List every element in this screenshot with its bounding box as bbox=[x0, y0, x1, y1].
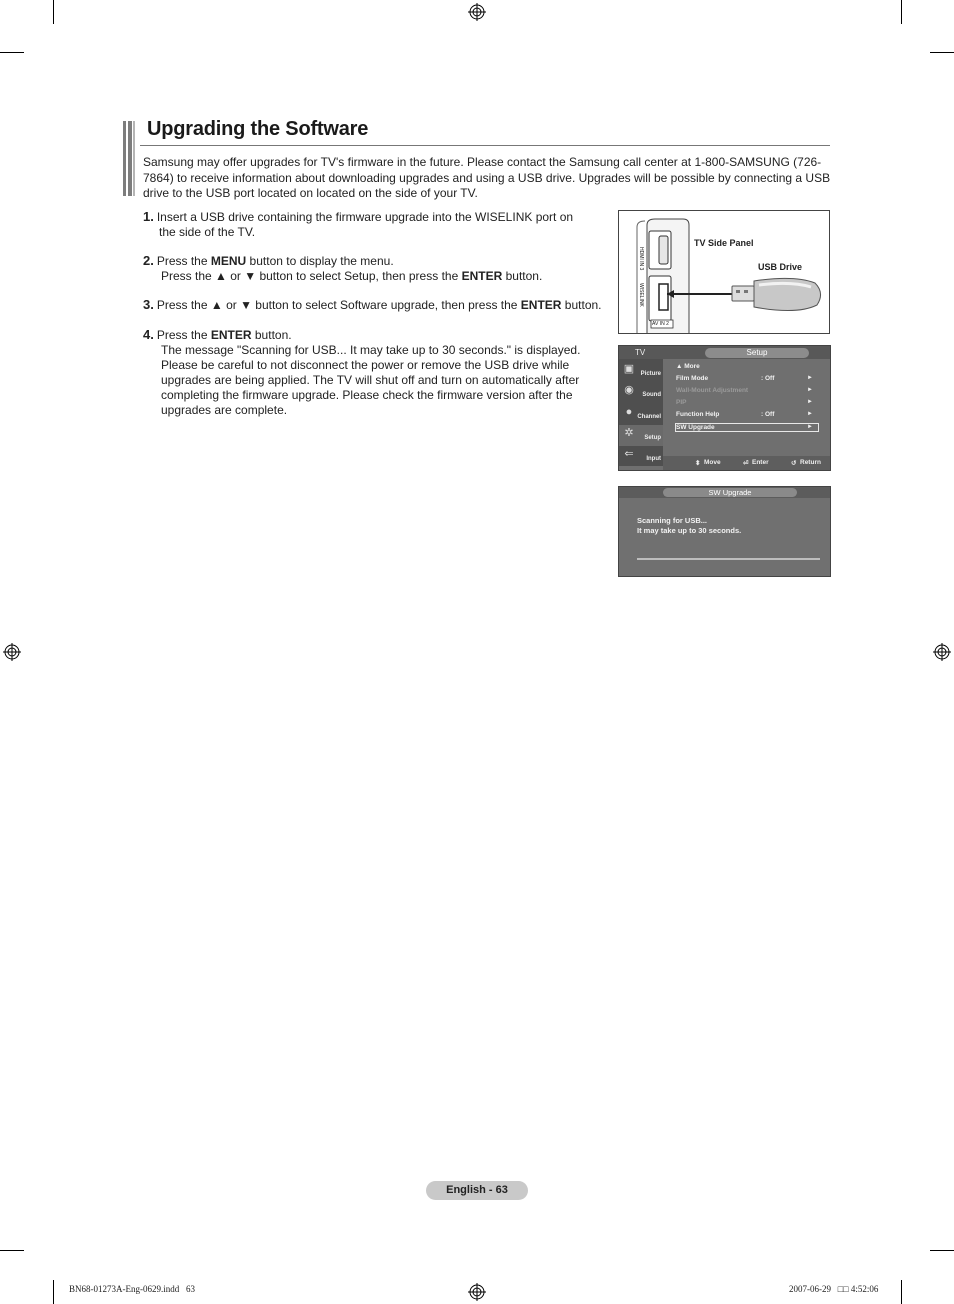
title-rule bbox=[140, 145, 830, 146]
menu-item-value: : Off bbox=[761, 411, 775, 418]
registration-mark-icon bbox=[468, 1283, 486, 1301]
picture-icon: ▣ bbox=[623, 363, 635, 375]
sidebar-label: Channel bbox=[637, 414, 661, 420]
right-arrow-icon: ► bbox=[807, 387, 813, 393]
step-keyword: ENTER bbox=[210, 328, 252, 342]
intro-paragraph: Samsung may offer upgrades for TV's firmware in the future. Please contact the Samsung call center at 1-800-SAMSUNG (726-7864) to receive information about downloading upgrades and using a USB drive. Upgrades will be possible by connecting a USB drive to the USB port located on located on the side of your TV. bbox=[143, 155, 831, 200]
step-text: upgrades are complete. bbox=[161, 403, 288, 417]
scan-header-title: SW Upgrade bbox=[663, 488, 797, 497]
step-text: button. bbox=[561, 298, 602, 312]
sidebar-label: Input bbox=[646, 456, 661, 462]
step-text: Insert a USB drive containing the firmware upgrade into the WISELINK port on bbox=[156, 210, 574, 224]
title-decoration bbox=[123, 121, 135, 196]
crop-mark bbox=[930, 52, 954, 53]
setup-menu-figure bbox=[618, 345, 831, 471]
step-number: 2. bbox=[143, 253, 154, 268]
menu-item-function-help: Function Help bbox=[676, 411, 720, 418]
right-arrow-icon: ► bbox=[807, 399, 813, 405]
step-keyword: ENTER bbox=[520, 298, 562, 312]
scan-message-line: It may take up to 30 seconds. bbox=[637, 526, 742, 535]
crop-mark bbox=[930, 1250, 954, 1251]
sidebar-item-sound bbox=[619, 382, 663, 403]
step-text: completing the firmware upgrade. Please check the firmware version after the bbox=[161, 388, 573, 402]
tv-side-panel-figure bbox=[618, 210, 830, 334]
menu-item-film-mode: Film Mode bbox=[676, 375, 709, 382]
move-icon: ⬍ bbox=[695, 460, 701, 467]
crop-mark bbox=[53, 1280, 54, 1304]
sidebar-label: Picture bbox=[640, 371, 661, 377]
menu-header-title: Setup bbox=[705, 348, 809, 358]
print-file-info: BN68-01273A-Eng-0629.indd 63 bbox=[69, 1284, 195, 1294]
menu-item-more: ▲ More bbox=[676, 363, 700, 370]
input-icon: ⇐ bbox=[624, 448, 634, 460]
step-line bbox=[143, 269, 613, 284]
print-date-info: 2007-06-29 □□ 4:52:06 bbox=[789, 1284, 879, 1294]
return-icon: ↺ bbox=[791, 460, 797, 467]
sidebar-item-picture bbox=[619, 361, 663, 382]
step-number: 3. bbox=[143, 297, 154, 312]
channel-icon: ● bbox=[625, 406, 633, 418]
step-text: Press the ▲ or ▼ button to select Software upgrade, then press the bbox=[156, 298, 521, 312]
menu-item-pip: PIP bbox=[676, 399, 687, 406]
step-text: Press the bbox=[156, 254, 211, 268]
crop-mark bbox=[901, 0, 902, 24]
step-keyword: ENTER bbox=[461, 269, 503, 283]
right-arrow-icon: ► bbox=[807, 375, 813, 381]
port-label: AV IN 2 bbox=[652, 321, 669, 327]
step-number: 1. bbox=[143, 209, 154, 224]
step-text: Press the ▲ or ▼ button to select Setup, then press the bbox=[161, 269, 462, 283]
scan-message-line: Scanning for USB... bbox=[637, 516, 708, 525]
step-text: Please be careful to not disconnect the power or remove the USB drive while bbox=[161, 358, 570, 372]
tv-side-panel-label: TV Side Panel bbox=[694, 238, 754, 248]
right-arrow-icon: ► bbox=[807, 411, 813, 417]
crop-mark bbox=[0, 1250, 24, 1251]
registration-mark-icon bbox=[3, 643, 21, 661]
step-text: Press the bbox=[156, 328, 211, 342]
crop-mark bbox=[0, 52, 24, 53]
step-keyword: MENU bbox=[210, 254, 247, 268]
step-text: The message "Scanning for USB... It may take up to 30 seconds." is displayed. bbox=[161, 343, 581, 357]
menu-tv-label: TV bbox=[635, 348, 646, 357]
port-label: HDMI IN 3 bbox=[638, 247, 644, 271]
sidebar-label: Setup bbox=[644, 435, 661, 441]
menu-item-value: : Off bbox=[761, 375, 775, 382]
step-number: 4. bbox=[143, 327, 154, 342]
step-text: button to display the menu. bbox=[246, 254, 394, 268]
sw-upgrade-scan-figure bbox=[618, 486, 831, 577]
menu-footer-enter: Enter bbox=[752, 459, 769, 466]
step-3 bbox=[143, 297, 623, 313]
sidebar-label: Sound bbox=[642, 392, 661, 398]
step-1 bbox=[143, 209, 613, 240]
scan-progress-bar bbox=[637, 558, 820, 560]
menu-footer-return: Return bbox=[800, 459, 821, 466]
usb-drive-label: USB Drive bbox=[758, 262, 803, 272]
gear-icon: ✲ bbox=[624, 427, 634, 439]
step-text: upgrades are being applied. The TV will shut off and turn on automatically after bbox=[161, 373, 580, 387]
enter-icon: ⏎ bbox=[743, 460, 749, 467]
menu-footer-move: Move bbox=[704, 459, 721, 466]
page-title: Upgrading the Software bbox=[147, 118, 369, 140]
sidebar-item-channel bbox=[619, 404, 663, 425]
crop-mark bbox=[53, 0, 54, 24]
step-2 bbox=[143, 253, 613, 284]
sidebar-item-setup bbox=[619, 425, 663, 446]
step-text: the side of the TV. bbox=[159, 225, 256, 239]
sidebar-item-input bbox=[619, 446, 663, 467]
port-label: WISELINK bbox=[638, 283, 644, 307]
menu-item-wall-mount: Wall-Mount Adjustment bbox=[676, 387, 749, 394]
menu-footer bbox=[663, 456, 830, 470]
menu-sidebar bbox=[619, 359, 663, 466]
menu-item-sw-upgrade: SW Upgrade bbox=[676, 424, 715, 431]
registration-mark-icon bbox=[933, 643, 951, 661]
page-number-badge: English - 63 bbox=[426, 1181, 528, 1200]
step-text: button. bbox=[251, 328, 292, 342]
registration-mark-icon bbox=[468, 3, 486, 21]
step-4 bbox=[143, 327, 613, 418]
sound-icon: ◉ bbox=[624, 384, 634, 396]
crop-mark bbox=[901, 1280, 902, 1304]
right-arrow-icon: ► bbox=[807, 424, 813, 430]
tv-side-panel-illustration bbox=[619, 211, 829, 333]
step-text: button. bbox=[502, 269, 543, 283]
